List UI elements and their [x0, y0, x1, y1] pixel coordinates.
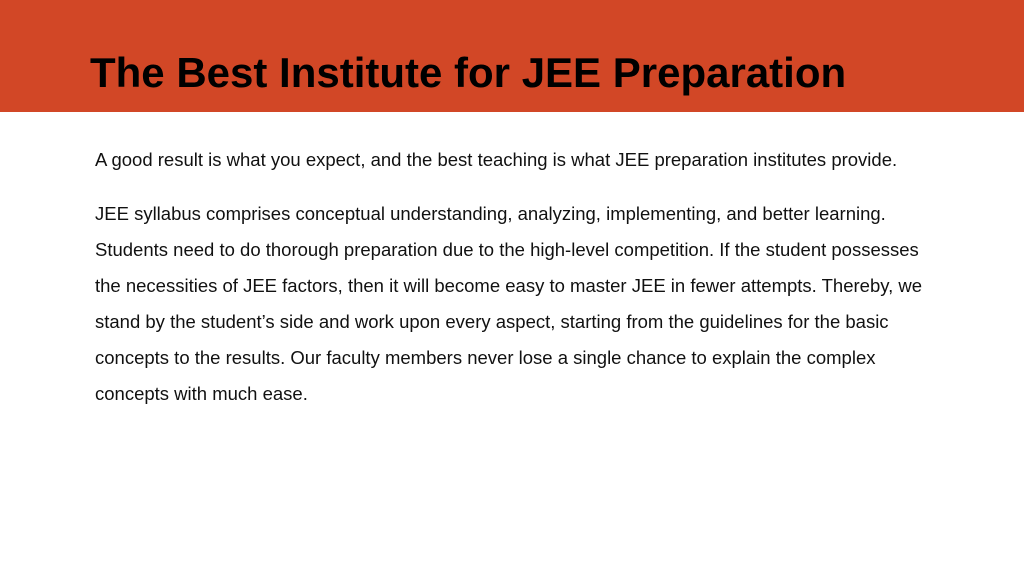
details-paragraph: JEE syllabus comprises conceptual understanding, analyzing, implementing, and better learning. Students need to do thorough preparation due to the high-level competition. If the student possesses the necessities of JEE factors, then it will become easy to master JEE in fewer attempts. Thereby, we stand by the student’s side and work upon every aspect, starting from the guidelines for the basic concepts to the results. Our faculty members never lose a single chance to explain the complex concepts with much ease. — [95, 203, 923, 404]
slide-title: The Best Institute for JEE Preparation — [90, 49, 847, 96]
intro-paragraph: A good result is what you expect, and the best teaching is what JEE preparation institutes provide. — [95, 149, 898, 170]
slide-body — [95, 142, 945, 412]
